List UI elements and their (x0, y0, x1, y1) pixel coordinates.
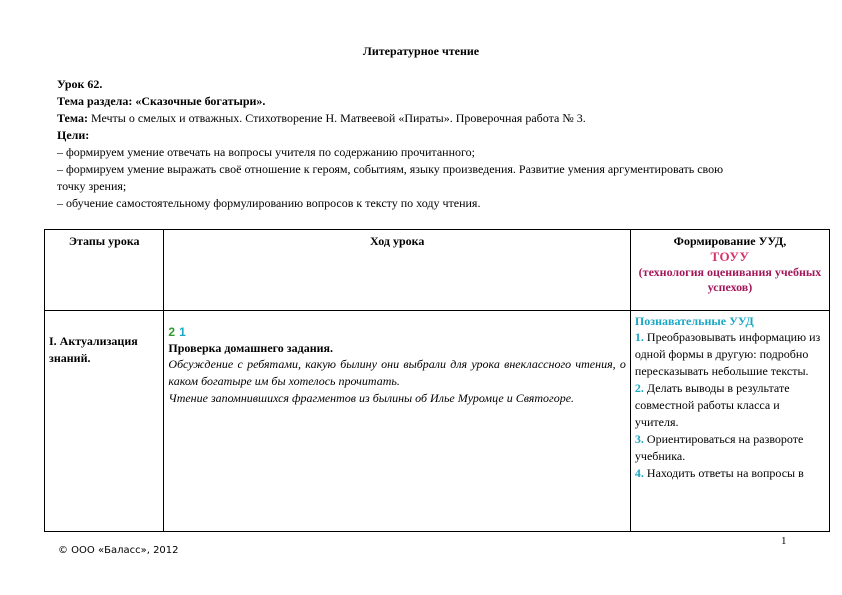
document-title: Литературное чтение (362, 44, 480, 58)
uud-item-text: Ориентироваться на развороте учебника. (634, 432, 804, 463)
uud-item-number: 2. (634, 381, 644, 395)
section-value: «Сказочные богатыри». (135, 94, 266, 108)
uud-item (635, 465, 825, 482)
uud-item-text: Преобразовывать информацию из одной формы в другую: подробно пересказывать небольшие тексты. (634, 330, 821, 378)
table-header-row (45, 230, 830, 311)
page-number: 1 (781, 535, 787, 547)
stage-cell: I. Актуализация знаний. (45, 311, 164, 532)
flow-cell (164, 311, 631, 532)
table-row (45, 311, 830, 532)
lesson-header (57, 76, 737, 212)
goal-item: – формируем умение отвечать на вопросы учителя по содержанию прочитанного; (57, 145, 475, 159)
slide-number-blue: 1 (179, 325, 186, 339)
slide-number-green: 2 (168, 325, 176, 339)
section-label: Тема раздела: (57, 94, 133, 108)
uud-item (635, 380, 825, 431)
discussion-text: Обсуждение с ребятами, какую былину они выбрали для урока внеклассного чтения, о каком богатыре им бы хотелось прочитать. (168, 357, 626, 388)
goal-item: – обучение самостоятельному формулированию вопросов к тексту по ходу чтения. (57, 196, 481, 210)
reading-text: Чтение запомнившихся фрагментов из былины об Илье Муромце и Святогоре. (168, 391, 575, 405)
topic-value: Мечты о смелых и отважных. Стихотворение Н. Матвеевой «Пираты». Проверочная работа № 3. (87, 111, 586, 125)
slide-numbers (168, 325, 626, 339)
uud-item (635, 329, 825, 380)
homework-check-title: Проверка домашнего задания. (168, 341, 334, 355)
uud-item-number: 3. (634, 432, 644, 446)
uud-title: Познавательные УУД (634, 314, 754, 328)
uud-item (635, 431, 825, 465)
copyright-footer: © ООО «Баласс», 2012 (58, 545, 179, 556)
header-touu: ТОУУ (710, 249, 750, 264)
lesson-table (44, 229, 830, 532)
section-line (57, 93, 737, 110)
header-uud-title: Формирование УУД, (673, 234, 787, 248)
topic-label: Тема: (57, 111, 88, 125)
uud-item-number: 1. (634, 330, 644, 344)
uud-cell (630, 311, 829, 532)
header-uud (630, 230, 829, 311)
topic-line (57, 110, 737, 127)
uud-item-text: Находить ответы на вопросы в (643, 466, 804, 480)
uud-item-number: 4. (634, 466, 644, 480)
header-stages: Этапы урока (45, 230, 164, 311)
lesson-number: Урок 62. (57, 77, 103, 91)
goals-label: Цели: (57, 128, 90, 142)
header-touu-desc: (технология оценивания учебных успехов) (638, 265, 822, 294)
uud-item-text: Делать выводы в результате совместной работы класса и учителя. (634, 381, 790, 429)
header-flow: Ход урока (164, 230, 631, 311)
goal-item: – формируем умение выражать своё отношение к героям, событиям, языку произведения. Развитие умения аргументировать свою точку зрения; (57, 162, 724, 193)
